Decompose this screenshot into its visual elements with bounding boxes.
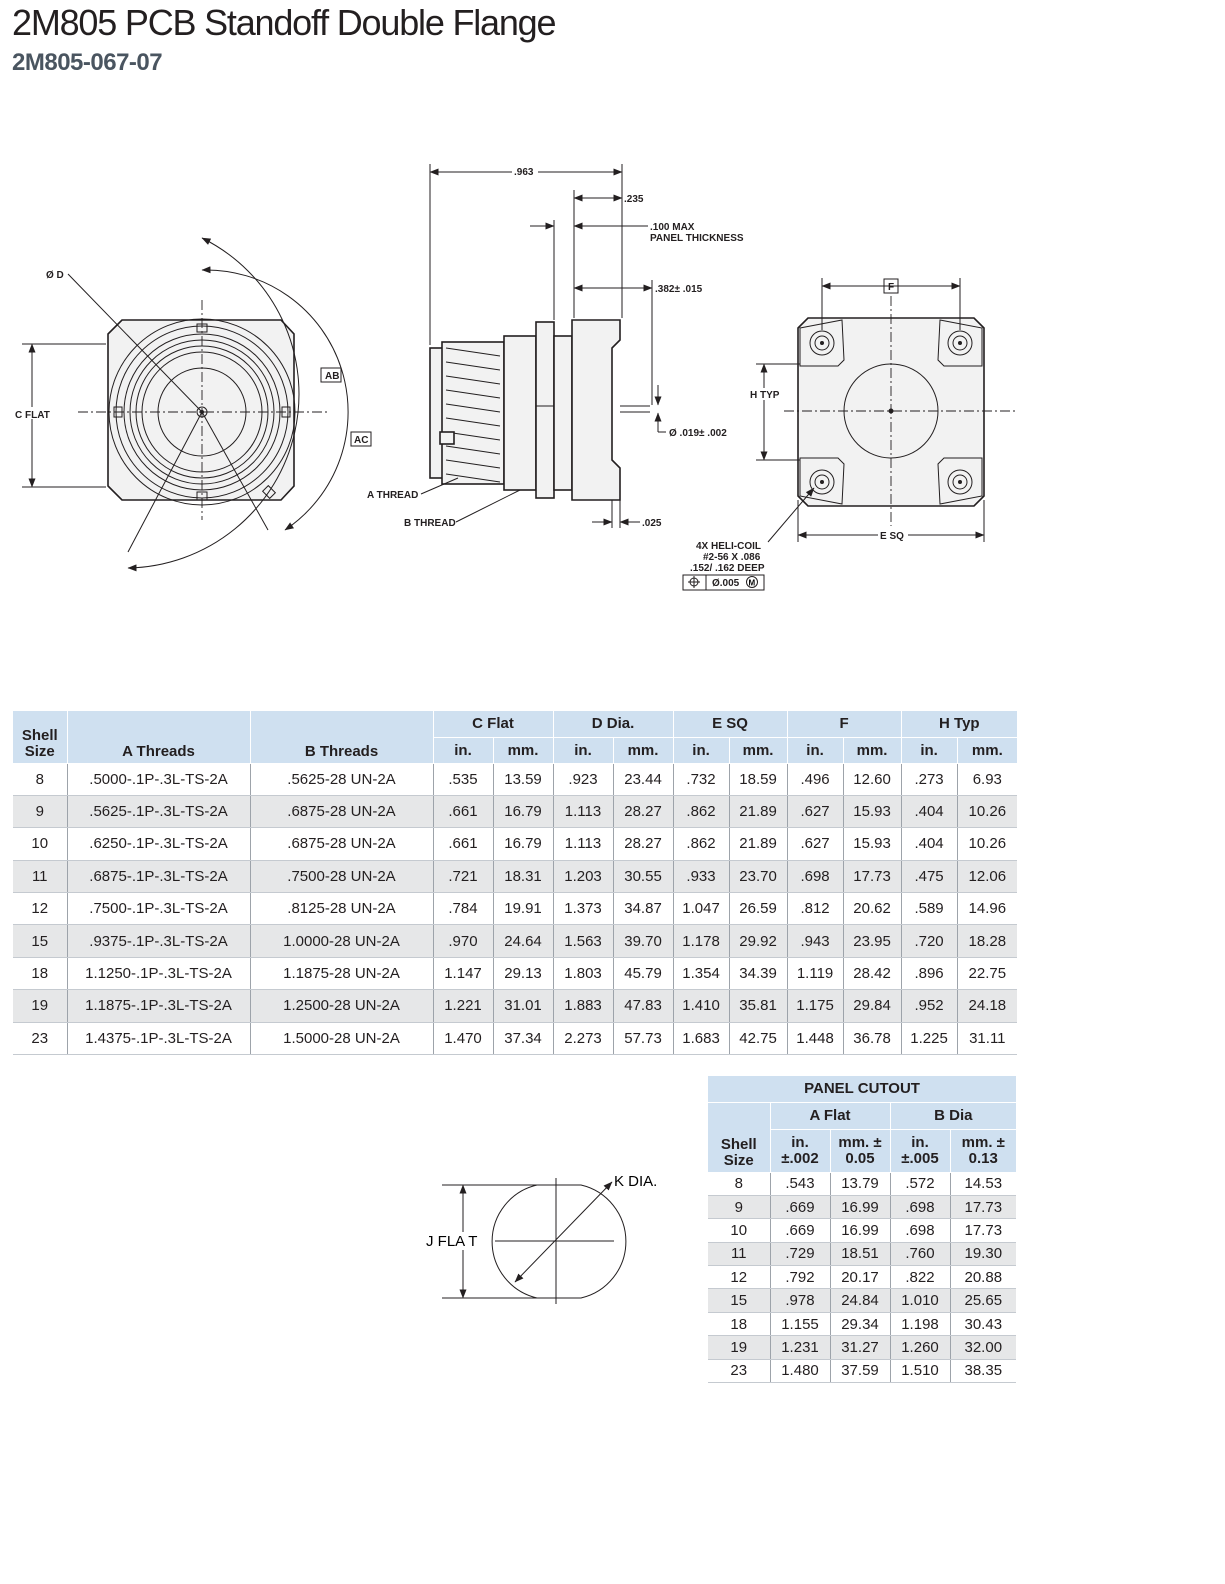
table-cell: 21.89	[729, 795, 787, 827]
table-cell: 1.4375-.1P-.3L-TS-2A	[67, 1022, 250, 1054]
table-cell: 9	[13, 795, 67, 827]
table-cell: .5000-.1P-.3L-TS-2A	[67, 763, 250, 795]
table-cell: 17.73	[950, 1195, 1016, 1218]
table-cell: 28.27	[613, 828, 673, 860]
table-cell: 19.30	[950, 1242, 1016, 1265]
dim-235: .235	[624, 194, 644, 205]
cut-header-a-flat: A Flat	[770, 1102, 890, 1129]
h-typ-label: H TYP	[750, 390, 780, 401]
table-cell: 12	[708, 1266, 770, 1289]
table-cell: .792	[770, 1266, 830, 1289]
table-cell: 47.83	[613, 990, 673, 1022]
cut-header-in-002: in. ±.002	[770, 1129, 830, 1172]
table-cell: 34.39	[729, 957, 787, 989]
table-cell: 19	[13, 990, 67, 1022]
table-cell: 1.480	[770, 1359, 830, 1382]
table-cell: 18.28	[957, 925, 1017, 957]
heli-coil-note-3: .152/ .162 DEEP	[690, 563, 765, 574]
table-cell: 1.221	[433, 990, 493, 1022]
table-cell: 1.113	[553, 828, 613, 860]
table-cell: .627	[787, 795, 843, 827]
table-cell: 12.06	[957, 860, 1017, 892]
table-cell: 24.18	[957, 990, 1017, 1022]
cut-header-in-005: in. ±.005	[890, 1129, 950, 1172]
table-cell: 15	[13, 925, 67, 957]
table-cell: 20.88	[950, 1266, 1016, 1289]
table-cell: 1.563	[553, 925, 613, 957]
header-c-flat: C Flat	[433, 711, 553, 737]
table-cell: 1.260	[890, 1336, 950, 1359]
table-cell: 18.31	[493, 860, 553, 892]
table-cell: .572	[890, 1172, 950, 1195]
table-row	[708, 1195, 1016, 1218]
table-cell: 17.73	[843, 860, 901, 892]
table-cell: 25.65	[950, 1289, 1016, 1312]
table-cell: .760	[890, 1242, 950, 1265]
table-cell: .627	[787, 828, 843, 860]
table-cell: .721	[433, 860, 493, 892]
table-cell: 29.84	[843, 990, 901, 1022]
table-cell: 18	[13, 957, 67, 989]
table-cell: 1.410	[673, 990, 729, 1022]
c-flat-label: C FLAT	[15, 410, 50, 421]
table-cell: .661	[433, 795, 493, 827]
table-cell: .669	[770, 1195, 830, 1218]
ab-label: AB	[325, 371, 340, 382]
part-number: 2M805-067-07	[12, 49, 163, 76]
table-cell: 1.373	[553, 893, 613, 925]
table-cell: .933	[673, 860, 729, 892]
table-cell: 10.26	[957, 828, 1017, 860]
table-cell: 1.803	[553, 957, 613, 989]
table-cell: 1.178	[673, 925, 729, 957]
header-unit: in.	[673, 737, 729, 763]
table-row	[13, 893, 1017, 925]
table-cell: .5625-28 UN-2A	[250, 763, 433, 795]
table-row	[708, 1336, 1016, 1359]
header-a-threads: A Threads	[67, 711, 250, 763]
table-cell: 18.51	[830, 1242, 890, 1265]
rear-view	[683, 278, 1018, 590]
table-cell: 12	[13, 893, 67, 925]
table-cell: 23.44	[613, 763, 673, 795]
table-cell: 8	[708, 1172, 770, 1195]
table-cell: 16.79	[493, 795, 553, 827]
table-cell: .970	[433, 925, 493, 957]
a-thread-label: A THREAD	[367, 490, 419, 501]
table-cell: 30.43	[950, 1312, 1016, 1335]
table-cell: 13.59	[493, 763, 553, 795]
table-cell: 1.2500-28 UN-2A	[250, 990, 433, 1022]
d-dia-label: Ø D	[46, 270, 64, 281]
ac-label: AC	[354, 435, 369, 446]
table-cell: .535	[433, 763, 493, 795]
header-h-typ: H Typ	[901, 711, 1017, 737]
header-unit: in.	[901, 737, 957, 763]
table-cell: .943	[787, 925, 843, 957]
table-cell: 37.34	[493, 1022, 553, 1054]
table-cell: .729	[770, 1242, 830, 1265]
heli-coil-note-2: #2-56 X .086	[703, 552, 761, 563]
table-cell: .5625-.1P-.3L-TS-2A	[67, 795, 250, 827]
table-cell: .9375-.1P-.3L-TS-2A	[67, 925, 250, 957]
table-cell: 1.203	[553, 860, 613, 892]
position-tolerance: Ø.005	[712, 578, 740, 589]
table-cell: 10.26	[957, 795, 1017, 827]
header-unit: in.	[787, 737, 843, 763]
table-cell: 15.93	[843, 795, 901, 827]
table-cell: 16.79	[493, 828, 553, 860]
table-row	[13, 990, 1017, 1022]
dimensions-table-body	[13, 763, 1017, 1055]
header-unit: mm.	[729, 737, 787, 763]
table-row	[13, 957, 1017, 989]
table-cell: 23	[708, 1359, 770, 1382]
table-row	[708, 1359, 1016, 1382]
e-sq-label: E SQ	[880, 531, 904, 542]
panel-cutout-table-body	[708, 1172, 1016, 1383]
table-cell: 23.95	[843, 925, 901, 957]
table-cell: 30.55	[613, 860, 673, 892]
dim-382: .382± .015	[655, 284, 703, 295]
table-cell: 1.155	[770, 1312, 830, 1335]
table-cell: 42.75	[729, 1022, 787, 1054]
page-title: 2M805 PCB Standoff Double Flange	[12, 2, 556, 43]
table-cell: 1.198	[890, 1312, 950, 1335]
table-cell: .404	[901, 795, 957, 827]
table-cell: 10	[708, 1219, 770, 1242]
table-cell: 31.27	[830, 1336, 890, 1359]
tolerance-modifier: M	[748, 578, 756, 588]
table-cell: 29.34	[830, 1312, 890, 1335]
table-cell: .732	[673, 763, 729, 795]
table-row	[13, 925, 1017, 957]
table-cell: .812	[787, 893, 843, 925]
table-cell: 32.00	[950, 1336, 1016, 1359]
table-cell: 9	[708, 1195, 770, 1218]
table-row	[708, 1172, 1016, 1195]
table-cell: .496	[787, 763, 843, 795]
table-cell: 1.5000-28 UN-2A	[250, 1022, 433, 1054]
table-cell: 18	[708, 1312, 770, 1335]
header-e-sq: E SQ	[673, 711, 787, 737]
table-cell: 20.17	[830, 1266, 890, 1289]
front-view	[12, 238, 371, 568]
table-cell: 35.81	[729, 990, 787, 1022]
table-cell: 2.273	[553, 1022, 613, 1054]
table-cell: 17.73	[950, 1219, 1016, 1242]
table-cell: .669	[770, 1219, 830, 1242]
table-cell: 31.11	[957, 1022, 1017, 1054]
table-cell: .661	[433, 828, 493, 860]
table-cell: 12.60	[843, 763, 901, 795]
table-cell: 15	[708, 1289, 770, 1312]
table-cell: 39.70	[613, 925, 673, 957]
table-cell: .7500-28 UN-2A	[250, 860, 433, 892]
header-unit: mm.	[957, 737, 1017, 763]
table-cell: 19	[708, 1336, 770, 1359]
table-row	[708, 1312, 1016, 1335]
table-cell: 20.62	[843, 893, 901, 925]
panel-cutout-title: PANEL CUTOUT	[708, 1076, 1016, 1102]
table-cell: 14.96	[957, 893, 1017, 925]
table-cell: .543	[770, 1172, 830, 1195]
dim-963: .963	[514, 167, 534, 178]
table-cell: 28.27	[613, 795, 673, 827]
table-cell: .8125-28 UN-2A	[250, 893, 433, 925]
table-cell: 1.448	[787, 1022, 843, 1054]
j-flat-label: J FLA T	[426, 1233, 478, 1250]
table-cell: 11	[13, 860, 67, 892]
table-cell: 6.93	[957, 763, 1017, 795]
table-cell: 1.119	[787, 957, 843, 989]
table-cell: 1.510	[890, 1359, 950, 1382]
header-f: F	[787, 711, 901, 737]
table-cell: 1.354	[673, 957, 729, 989]
table-row	[13, 763, 1017, 795]
table-row	[13, 1022, 1017, 1054]
table-cell: 1.0000-28 UN-2A	[250, 925, 433, 957]
header-unit: mm.	[843, 737, 901, 763]
table-cell: 45.79	[613, 957, 673, 989]
table-cell: 23.70	[729, 860, 787, 892]
table-cell: .273	[901, 763, 957, 795]
table-cell: .6875-28 UN-2A	[250, 828, 433, 860]
header-d-dia: D Dia.	[553, 711, 673, 737]
table-cell: 16.99	[830, 1195, 890, 1218]
table-row	[13, 828, 1017, 860]
table-cell: .952	[901, 990, 957, 1022]
table-cell: 14.53	[950, 1172, 1016, 1195]
table-cell: 1.225	[901, 1022, 957, 1054]
b-thread-label: B THREAD	[404, 518, 456, 529]
table-cell: .698	[890, 1195, 950, 1218]
table-cell: 19.91	[493, 893, 553, 925]
table-cell: 1.047	[673, 893, 729, 925]
table-cell: 22.75	[957, 957, 1017, 989]
table-cell: .6250-.1P-.3L-TS-2A	[67, 828, 250, 860]
table-cell: .784	[433, 893, 493, 925]
table-cell: 1.231	[770, 1336, 830, 1359]
table-cell: 1.113	[553, 795, 613, 827]
table-cell: .475	[901, 860, 957, 892]
table-cell: .698	[890, 1219, 950, 1242]
table-cell: 15.93	[843, 828, 901, 860]
table-cell: 57.73	[613, 1022, 673, 1054]
table-cell: 29.92	[729, 925, 787, 957]
panel-cutout-drawing	[420, 1170, 670, 1320]
table-row	[708, 1289, 1016, 1312]
table-cell: 24.64	[493, 925, 553, 957]
table-cell: 38.35	[950, 1359, 1016, 1382]
panel-cutout-table	[708, 1076, 1016, 1383]
table-cell: 24.84	[830, 1289, 890, 1312]
table-cell: .404	[901, 828, 957, 860]
table-cell: .698	[787, 860, 843, 892]
table-cell: .720	[901, 925, 957, 957]
header-unit: mm.	[493, 737, 553, 763]
f-label: F	[888, 282, 895, 293]
table-cell: 29.13	[493, 957, 553, 989]
table-cell: .923	[553, 763, 613, 795]
table-cell: .6875-.1P-.3L-TS-2A	[67, 860, 250, 892]
table-cell: 10	[13, 828, 67, 860]
table-cell: .978	[770, 1289, 830, 1312]
dim-019: Ø .019± .002	[669, 428, 727, 439]
header-unit: mm.	[613, 737, 673, 763]
table-cell: .862	[673, 795, 729, 827]
table-cell: 1.1875-.1P-.3L-TS-2A	[67, 990, 250, 1022]
table-cell: 1.175	[787, 990, 843, 1022]
table-cell: 13.79	[830, 1172, 890, 1195]
table-cell: .862	[673, 828, 729, 860]
table-cell: 1.883	[553, 990, 613, 1022]
dimensions-table	[13, 711, 1017, 1055]
table-cell: 1.1875-28 UN-2A	[250, 957, 433, 989]
table-row	[13, 860, 1017, 892]
side-view	[367, 164, 744, 529]
dim-025: .025	[642, 518, 662, 529]
heli-coil-note-1: 4X HELI-COIL	[696, 541, 762, 552]
k-dia-label: K DIA.	[614, 1173, 658, 1190]
table-cell: 37.59	[830, 1359, 890, 1382]
table-cell: 1.683	[673, 1022, 729, 1054]
table-cell: 23	[13, 1022, 67, 1054]
table-cell: .589	[901, 893, 957, 925]
technical-drawing	[0, 0, 1225, 620]
table-row	[13, 795, 1017, 827]
table-cell: 16.99	[830, 1219, 890, 1242]
table-cell: 8	[13, 763, 67, 795]
table-cell: 1.1250-.1P-.3L-TS-2A	[67, 957, 250, 989]
cut-header-b-dia: B Dia	[890, 1102, 1016, 1129]
cut-header-shell-size: Shell Size	[708, 1102, 770, 1172]
table-cell: 36.78	[843, 1022, 901, 1054]
cut-header-mm-005: mm. ± 0.05	[830, 1129, 890, 1172]
table-cell: 28.42	[843, 957, 901, 989]
table-cell: .822	[890, 1266, 950, 1289]
table-cell: 26.59	[729, 893, 787, 925]
cut-header-mm-013: mm. ± 0.13	[950, 1129, 1016, 1172]
table-cell: 31.01	[493, 990, 553, 1022]
table-cell: 18.59	[729, 763, 787, 795]
table-cell: .896	[901, 957, 957, 989]
table-cell: .7500-.1P-.3L-TS-2A	[67, 893, 250, 925]
table-cell: 11	[708, 1242, 770, 1265]
header-shell-size: Shell Size	[13, 711, 67, 763]
table-cell: 1.470	[433, 1022, 493, 1054]
table-cell: .6875-28 UN-2A	[250, 795, 433, 827]
header-unit: in.	[433, 737, 493, 763]
panel-note-1: .100 MAX	[650, 222, 695, 233]
table-cell: 1.147	[433, 957, 493, 989]
table-cell: 34.87	[613, 893, 673, 925]
table-cell: 21.89	[729, 828, 787, 860]
table-row	[708, 1242, 1016, 1265]
table-row	[708, 1266, 1016, 1289]
header-b-threads: B Threads	[250, 711, 433, 763]
panel-note-2: PANEL THICKNESS	[650, 233, 744, 244]
header-unit: in.	[553, 737, 613, 763]
table-cell: 1.010	[890, 1289, 950, 1312]
table-row	[708, 1219, 1016, 1242]
